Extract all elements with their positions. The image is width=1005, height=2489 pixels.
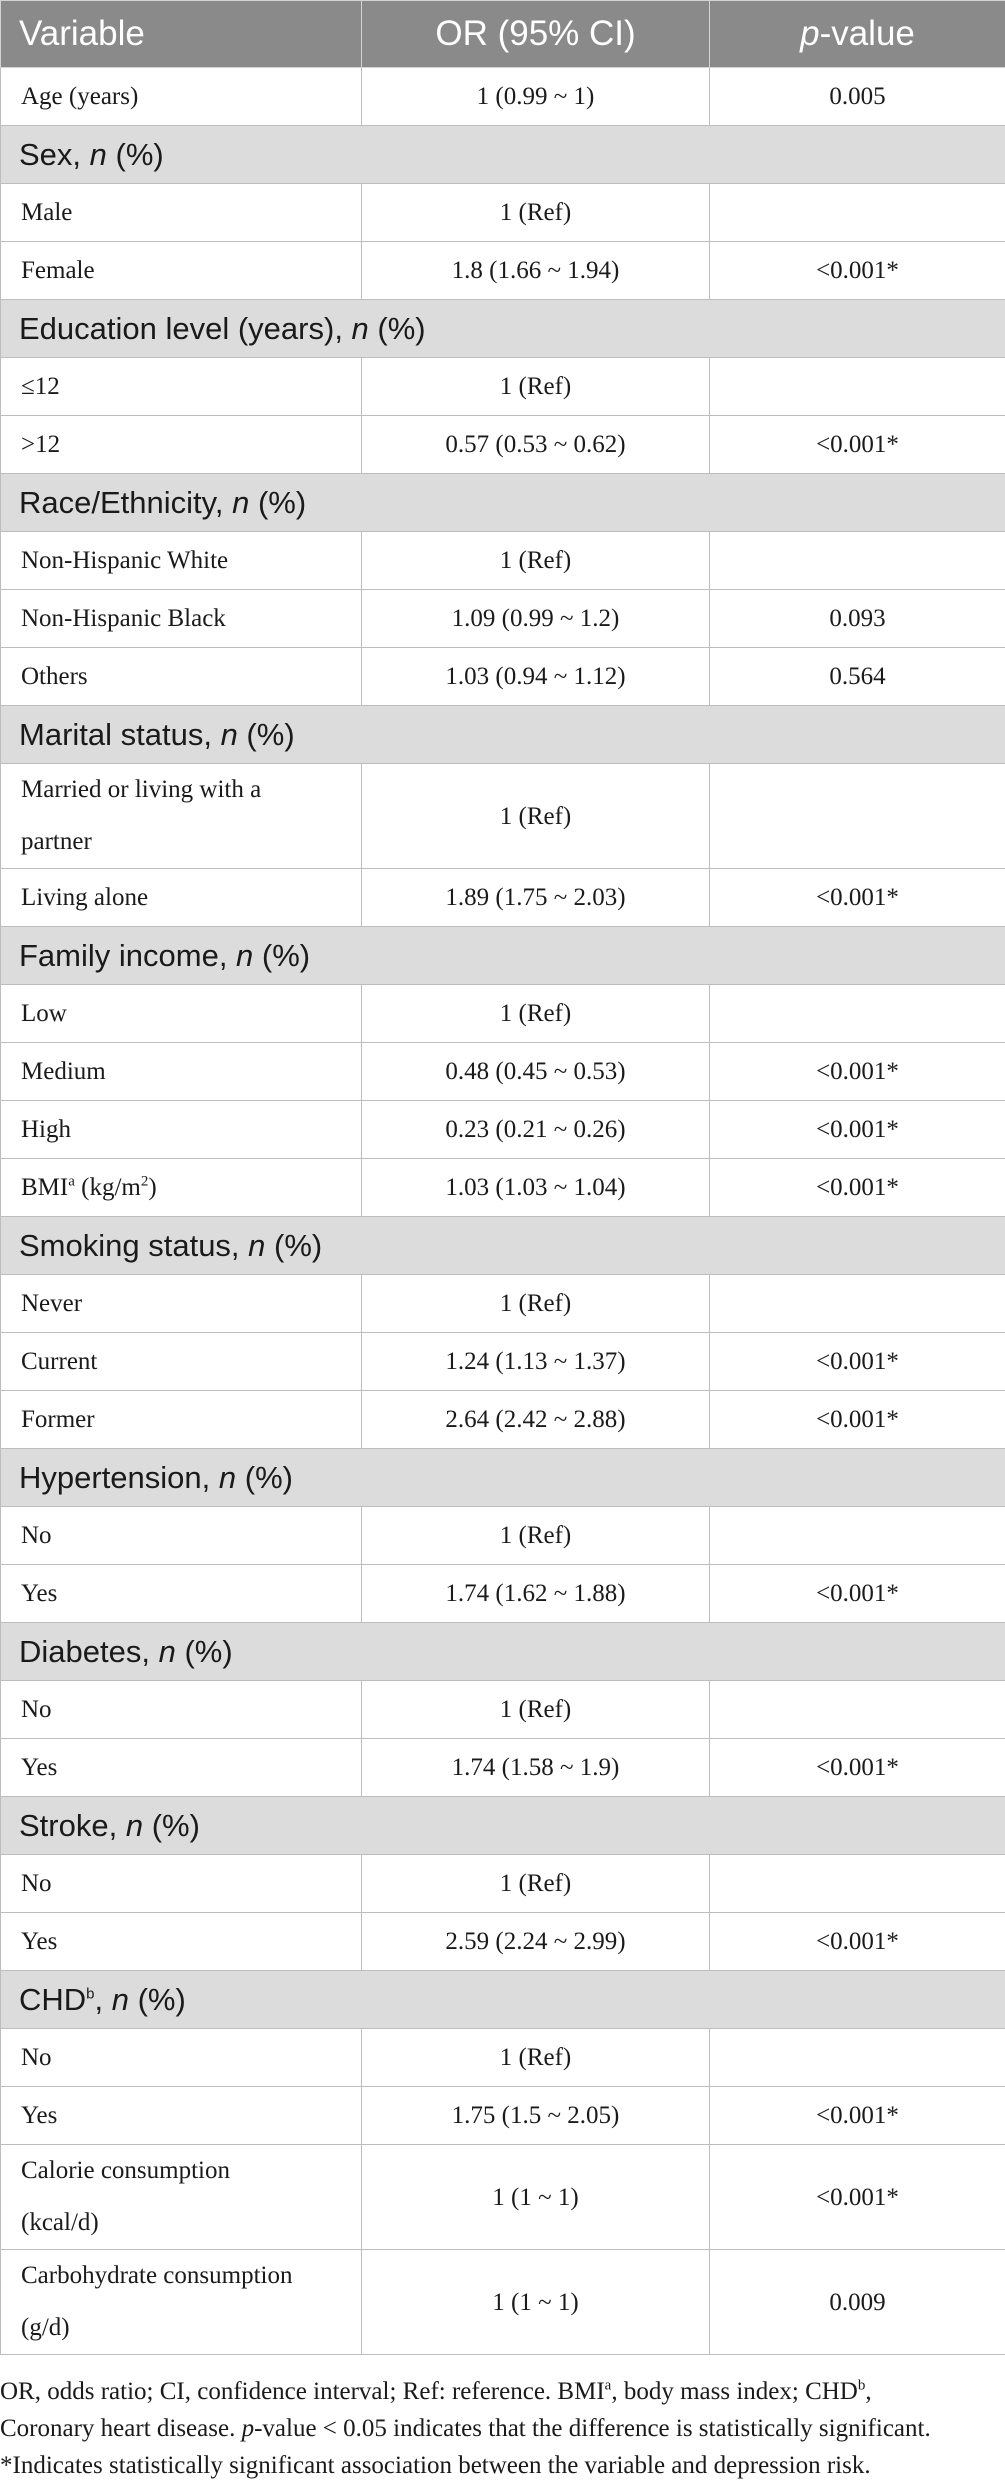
table-row: Low 1 (Ref)	[1, 985, 1005, 1043]
section-header-row: Family income, n (%)	[1, 927, 1005, 985]
table-row: No 1 (Ref)	[1, 1681, 1005, 1739]
table-row: Male 1 (Ref)	[1, 184, 1005, 242]
table-row: No 1 (Ref)	[1, 1855, 1005, 1913]
table-row: Medium 0.48 (0.45 ~ 0.53) <0.001*	[1, 1043, 1005, 1101]
table-row: ≤12 1 (Ref)	[1, 358, 1005, 416]
table-row: Non-Hispanic Black 1.09 (0.99 ~ 1.2) 0.093	[1, 590, 1005, 648]
header-p-value: p-value	[710, 1, 1005, 68]
header-variable: Variable	[1, 1, 362, 68]
table-row: No 1 (Ref)	[1, 2029, 1005, 2087]
table-row: Female 1.8 (1.66 ~ 1.94) <0.001*	[1, 242, 1005, 300]
section-header-row: CHD$^b$, n (%)	[1, 1971, 1005, 2029]
table-row: Former 2.64 (2.42 ~ 2.88) <0.001*	[1, 1391, 1005, 1449]
table-row: Age (years) 1 (0.99 ~ 1) 0.005	[1, 68, 1005, 126]
table-row: Non-Hispanic White 1 (Ref)	[1, 532, 1005, 590]
table-row: Living alone 1.89 (1.75 ~ 2.03) <0.001*	[1, 869, 1005, 927]
table-row: Yes 2.59 (2.24 ~ 2.99) <0.001*	[1, 1913, 1005, 1971]
table-row: Yes 1.74 (1.62 ~ 1.88) <0.001*	[1, 1565, 1005, 1623]
section-header-row: Diabetes, n (%)	[1, 1623, 1005, 1681]
table-row: Current 1.24 (1.13 ~ 1.37) <0.001*	[1, 1333, 1005, 1391]
table-row: BMI$^a$ $(kg/m^2)$ 1.03 (1.03 ~ 1.04) <0.001*	[1, 1159, 1005, 1217]
section-header-row: Marital status, n (%)	[1, 706, 1005, 764]
section-header-row: Sex, n (%)	[1, 126, 1005, 184]
section-header-row: Education level (years), n (%)	[1, 300, 1005, 358]
footnote-abbreviations: OR, odds ratio; CI, confidence interval; Ref: reference. BMI$^a$, body mass index; CHD$^b$,	[0, 2377, 872, 2405]
table-row: Never 1 (Ref)	[1, 1275, 1005, 1333]
table-row: No 1 (Ref)	[1, 1507, 1005, 1565]
table-row: Carbohydrate consumption (g/d) 1 (1 ~ 1) 0.009	[1, 2250, 1005, 2355]
table-row: Yes 1.75 (1.5 ~ 2.05) <0.001*	[1, 2087, 1005, 2145]
footnote-significance: Coronary heart disease. p-value < 0.05 indicates that the difference is statistically significant.	[0, 2415, 931, 2442]
section-header-row: Stroke, n (%)	[1, 1797, 1005, 1855]
section-header-row: Smoking status, n (%)	[1, 1217, 1005, 1275]
table-row: High 0.23 (0.21 ~ 0.26) <0.001*	[1, 1101, 1005, 1159]
header-or: OR (95% CI)	[362, 1, 710, 68]
table-row: Married or living with a partner 1 (Ref)	[1, 764, 1005, 869]
table-footnotes	[0, 2373, 1005, 2484]
table-row: Yes 1.74 (1.58 ~ 1.9) <0.001*	[1, 1739, 1005, 1797]
table-header-row	[1, 1, 1005, 68]
section-header-row: Hypertension, n (%)	[1, 1449, 1005, 1507]
table-row: >12 0.57 (0.53 ~ 0.62) <0.001*	[1, 416, 1005, 474]
table-row: Others 1.03 (0.94 ~ 1.12) 0.564	[1, 648, 1005, 706]
section-header-row: Race/Ethnicity, n (%)	[1, 474, 1005, 532]
table-row: Calorie consumption (kcal/d) 1 (1 ~ 1) <0.001*	[1, 2145, 1005, 2250]
footnote-asterisk: *Indicates statistically significant association between the variable and depression risk.	[0, 2452, 871, 2479]
